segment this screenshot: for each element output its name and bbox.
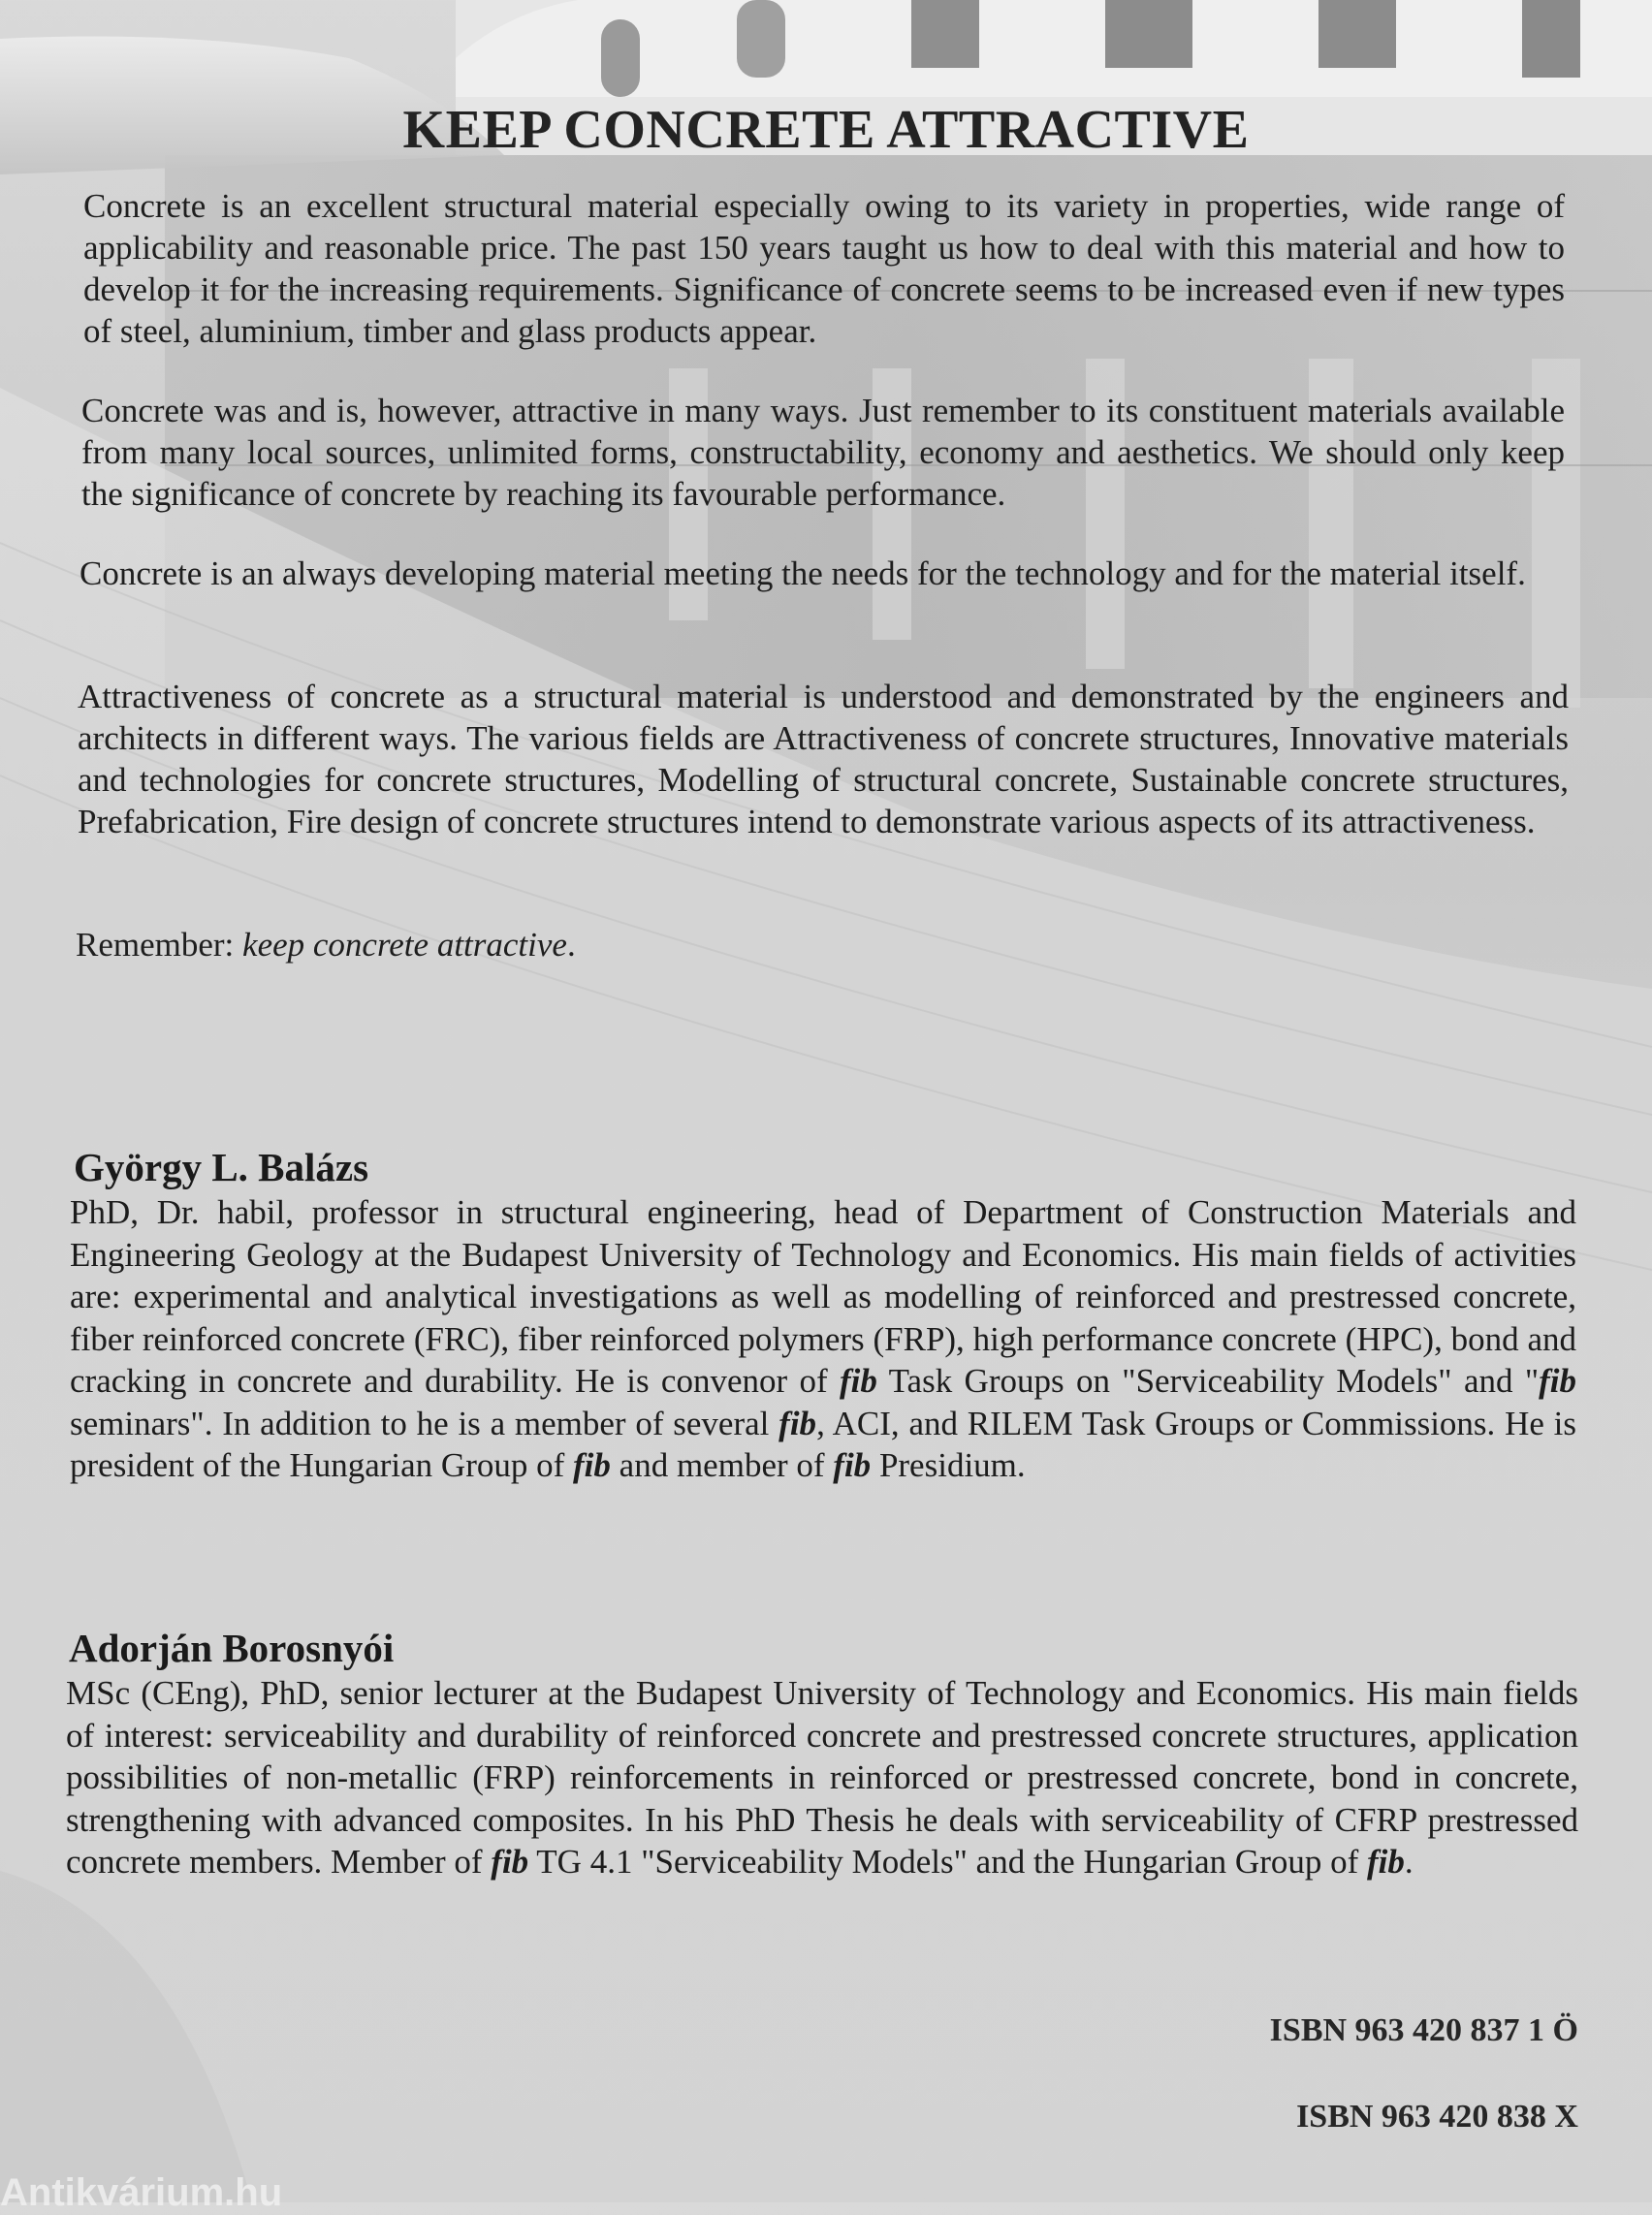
intro-paragraph-1: Concrete is an excellent structural material especially owing to its variety in properties, wide range of applicability and reasonable price. The past 150 years taught us how to deal with this material and how to develop it for the increasing requirements. Significance of concrete seems to be increased even if new types of steel, aluminium, timber and glass products appear. [83, 187, 1565, 350]
isbn-line-2: ISBN 963 420 838 X [1296, 2099, 1578, 2135]
bio-text: MSc (CEng), PhD, senior lecturer at the Budapest University of Technology and Economics. His main fields of interest: serviceability and durability of reinforced concrete and prestressed concrete structures, application possibilities of non-metallic (FRP) reinforcements in reinforced or prestressed concrete, bond in concrete, strengthening with advanced composites. In his PhD Thesis he deals with serviceability of CFRP prestressed concrete members. Member of [66, 1674, 1578, 1881]
author-2-bio [66, 1672, 1578, 1883]
fib-mark: fib [1539, 1362, 1577, 1400]
fib-mark: fib [1367, 1843, 1405, 1881]
page-title: KEEP CONCRETE ATTRACTIVE [402, 99, 1250, 160]
bio-text: Presidium. [871, 1446, 1026, 1484]
remember-end: . [566, 926, 576, 964]
watermark: Antikvárium.hu [0, 2171, 283, 2214]
fib-mark: fib [840, 1362, 877, 1400]
bio-text: Task Groups on "Serviceability Models" and " [876, 1362, 1540, 1400]
remember-label: Remember: [76, 926, 243, 964]
bio-text: seminars". In addition to he is a member of several [70, 1404, 779, 1442]
remember-motto: keep concrete attractive [242, 926, 567, 964]
fib-mark: fib [491, 1843, 529, 1881]
intro-paragraph-4: Attractiveness of concrete as a structural material is understood and demonstrated by the engineers and architects in different ways. The various fields are Attractiveness of concrete structures, Innovative materials and technologies for concrete structures, Modelling of structural concrete, Sustainable concrete structures, Prefabrication, Fire design of concrete structures intend to demonstrate various aspects of its attractiveness. [78, 678, 1569, 840]
author-1-name: György L. Balázs [74, 1145, 369, 1189]
isbn-line-1: ISBN 963 420 837 1 Ö [1269, 2012, 1578, 2048]
fib-mark: fib [833, 1446, 872, 1484]
bio-text: . [1404, 1843, 1414, 1881]
author-1-bio [70, 1191, 1576, 1487]
remember-line [76, 924, 1569, 965]
bio-text: TG 4.1 "Serviceability Models" and the Hungarian Group of [528, 1843, 1368, 1881]
author-2-name: Adorján Borosnyói [69, 1626, 395, 1670]
intro-paragraph-3: Concrete is an always developing material meeting the needs for the technology and for the material itself. [79, 554, 1526, 592]
fib-mark: fib [778, 1404, 817, 1442]
bio-text: and member of [610, 1446, 834, 1484]
fib-mark: fib [573, 1446, 611, 1484]
intro-paragraph-2: Concrete was and is, however, attractive in many ways. Just remember to its constituent materials available from many local sources, unlimited forms, constructability, economy and aesthetics. We should only keep the significance of concrete by reaching its favourable performance. [81, 392, 1565, 513]
bio-text: , ACI, and RILEM Task Groups or Commissions. He is president of the Hungarian Group of [70, 1404, 1576, 1484]
bio-text: PhD, Dr. habil, professor in structural engineering, head of Department of Construction Materials and Engineering Geology at the Budapest University of Technology and Economics. His main fields of activities are: experimental and analytical investigations as well as modelling of reinforced and prestressed concrete, fiber reinforced concrete (FRC), fiber reinforced polymers (FRP), high performance concrete (HPC), bond and cracking in concrete and durability. He is convenor of [70, 1193, 1576, 1400]
